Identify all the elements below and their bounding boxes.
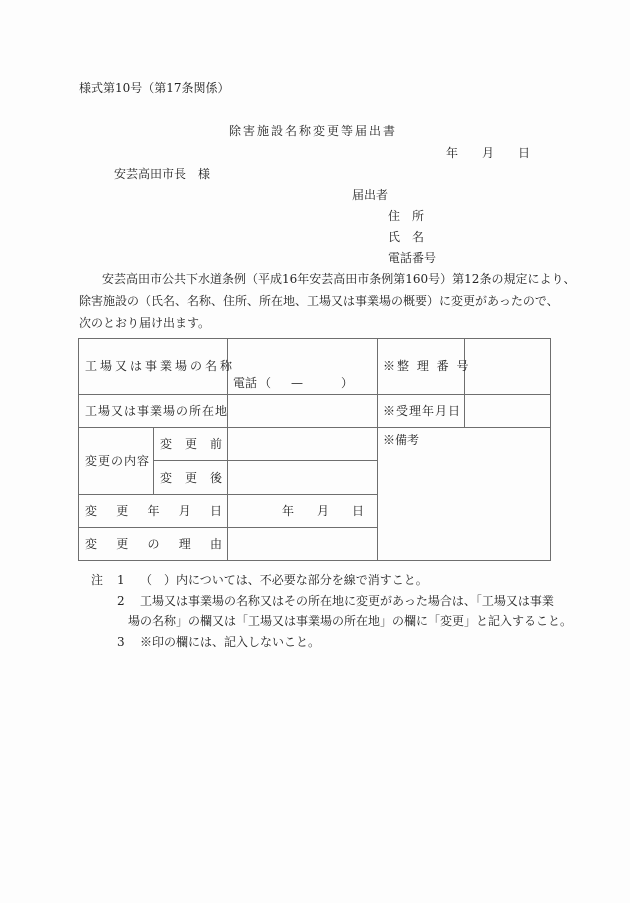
facility-location-label: 工場又は事業場の所在地 [85,404,229,418]
note-text: （ ）内については、不必要な部分を線で消すこと。 [140,573,428,587]
change-date-month: 月 [317,504,330,518]
form-number: 様式第10号（第17条関係） [79,81,230,95]
facility-location-field[interactable] [228,395,377,427]
change-date-label [85,504,222,518]
note-number: 3 [117,635,125,649]
phone-open-paren: （ [259,376,272,390]
phone-label: 電話番号 [388,251,437,265]
phone-dash: — [291,376,303,390]
phone-field-label: 電話 [233,376,258,390]
reference-number-label: ※整 理 番 号 [383,359,471,373]
phone-field[interactable] [233,376,373,390]
after-field[interactable] [228,461,377,494]
table-border-bottom [78,560,551,561]
addressee: 安芸高田市長 様 [114,167,211,181]
note-text-continued: 場の名称」の欄又は「工場又は事業場の所在地」の欄に「変更」と記入すること。 [128,614,573,628]
before-field[interactable] [228,428,377,460]
label-char: 日 [209,504,222,518]
label-char: 前 [209,437,222,451]
after-label [160,471,222,485]
table-border-left [78,338,79,561]
label-char: 理 [178,537,191,551]
reference-number-field[interactable] [465,339,550,394]
label-char: 更 [116,537,129,551]
table-col-divider [153,427,154,494]
body-line: 除害施設の（氏名、名称、住所、所在地、工場又は事業場の概要）に変更があったので、 [79,294,559,308]
change-content-label: 変更の内容 [85,454,151,468]
label-char: 月 [178,504,191,518]
label-char: 後 [209,471,222,485]
received-date-field[interactable] [465,395,550,427]
change-reason-label [85,537,222,551]
name-label: 氏 名 [388,230,425,244]
label-char: 年 [147,504,160,518]
label-char: 更 [184,471,197,485]
change-date-field[interactable] [228,495,377,527]
table-border-right [550,338,551,561]
remarks-field[interactable] [378,450,550,560]
note-number: 2 [117,594,125,608]
note-text: ※印の欄には、記入しないこと。 [140,635,321,649]
change-date-day: 日 [352,504,365,518]
body-line: 安芸高田市公共下水道条例（平成16年安芸高田市条例第160号）第12条の規定により、 [102,272,576,286]
note-text: 工場又は事業場の名称又はその所在地に変更があった場合は、「工場又は事業 [140,594,554,608]
address-label: 住 所 [388,209,425,223]
applicant-heading: 届出者 [352,188,389,202]
label-char: 由 [209,537,222,551]
label-char: 変 [160,437,173,451]
notes-prefix: 注 [91,573,104,587]
body-line: 次のとおり届け出ます。 [79,316,211,330]
date-month-label: 月 [482,146,495,160]
facility-name-label: 工場又は事業場の名称 [85,359,236,373]
change-reason-field[interactable] [228,528,377,560]
label-char: の [147,537,160,551]
before-label [160,437,222,451]
label-char: 変 [85,504,98,518]
phone-close-paren: ） [341,376,354,390]
label-char: 変 [85,537,98,551]
label-char: 変 [160,471,173,485]
change-date-year: 年 [282,504,295,518]
date-year-label: 年 [446,146,459,160]
received-date-label: ※受理年月日 [383,404,462,418]
remarks-label: ※備考 [383,433,420,447]
label-char: 更 [116,504,129,518]
date-day-label: 日 [518,146,531,160]
note-number: 1 [117,573,125,587]
document-title: 除害施設名称変更等届出書 [229,124,398,138]
label-char: 更 [184,437,197,451]
facility-name-field[interactable] [228,339,377,373]
